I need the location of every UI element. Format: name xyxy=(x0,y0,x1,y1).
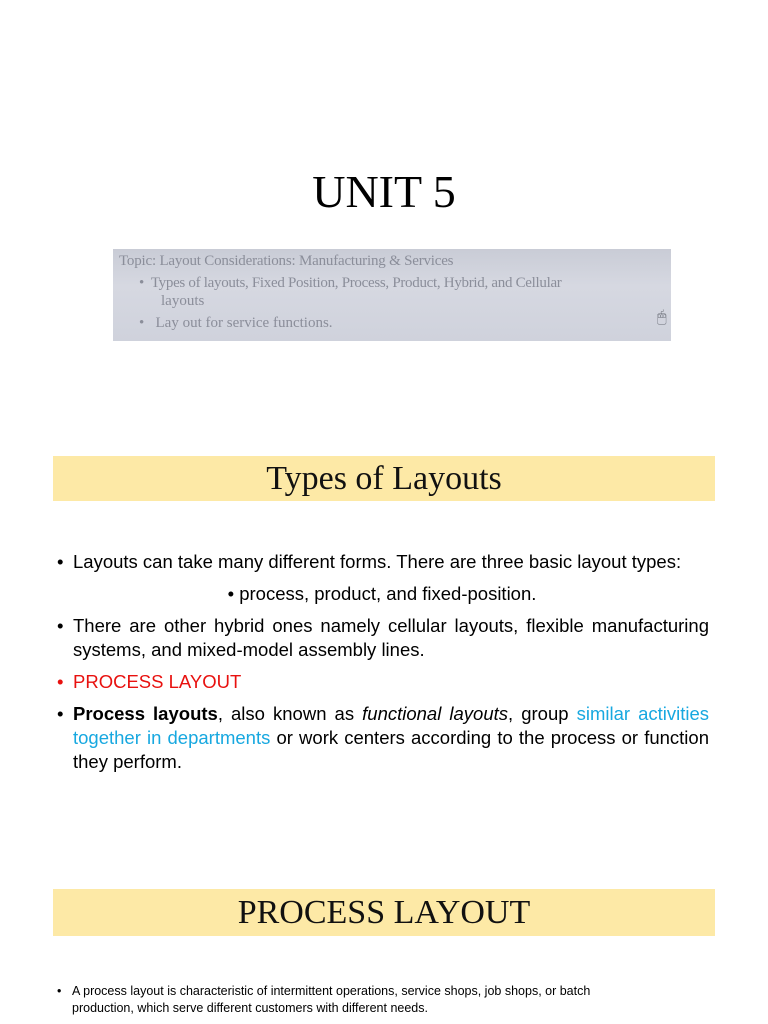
bullet-hybrid-layouts: • There are other hybrid ones namely cellular layouts, flexible manufacturing systems, and mixed-model assembly lines. xyxy=(55,614,709,662)
types-of-layouts-body xyxy=(55,550,709,774)
process-layout-heading: PROCESS LAYOUT xyxy=(53,889,715,936)
bullet-basic-types: • process, product, and fixed-position. xyxy=(227,583,537,604)
bullet-process-layout-characteristic: • A process layout is characteristic of intermittent operations, service shops, job shops, or batch production, which serve different customers with different needs. xyxy=(55,983,655,1017)
topic-photo xyxy=(113,249,671,341)
text-fragment: , group xyxy=(508,703,577,724)
photo-bullet-1: • Types of layouts, Fixed Position, Process, Product, Hybrid, and Cellular xyxy=(139,275,562,291)
types-of-layouts-heading: Types of Layouts xyxy=(53,456,715,501)
photo-bullet-1-text: Types of layouts, Fixed Position, Process, Product, Hybrid, and Cellular xyxy=(150,275,562,291)
cursor-icon: 🖱 xyxy=(657,309,667,326)
highlight-similar-activities: similar activities together in departments xyxy=(73,703,710,748)
term-process-layouts: Process layouts xyxy=(73,703,218,724)
photo-bullet-2-text: Lay out for service functions. xyxy=(155,315,333,331)
bullet-process-layout-label: • PROCESS LAYOUT xyxy=(55,670,709,694)
bullet-layout-forms: • Layouts can take many different forms. There are three basic layout types: xyxy=(55,550,709,574)
photo-bullet-2: • Lay out for service functions. xyxy=(139,315,333,331)
bullet-process-layout-definition xyxy=(55,702,709,774)
term-functional-layouts: functional layouts xyxy=(362,703,509,724)
photo-topic-line: Topic: Layout Considerations: Manufacturing & Services xyxy=(119,253,454,269)
text-fragment: , also known as xyxy=(217,703,363,724)
text-fragment: or work centers according to the process or function they perform. xyxy=(73,727,709,772)
photo-bullet-1-cont: layouts xyxy=(161,293,205,309)
unit-title: UNIT 5 xyxy=(312,166,456,217)
process-layout-body xyxy=(55,983,655,1017)
